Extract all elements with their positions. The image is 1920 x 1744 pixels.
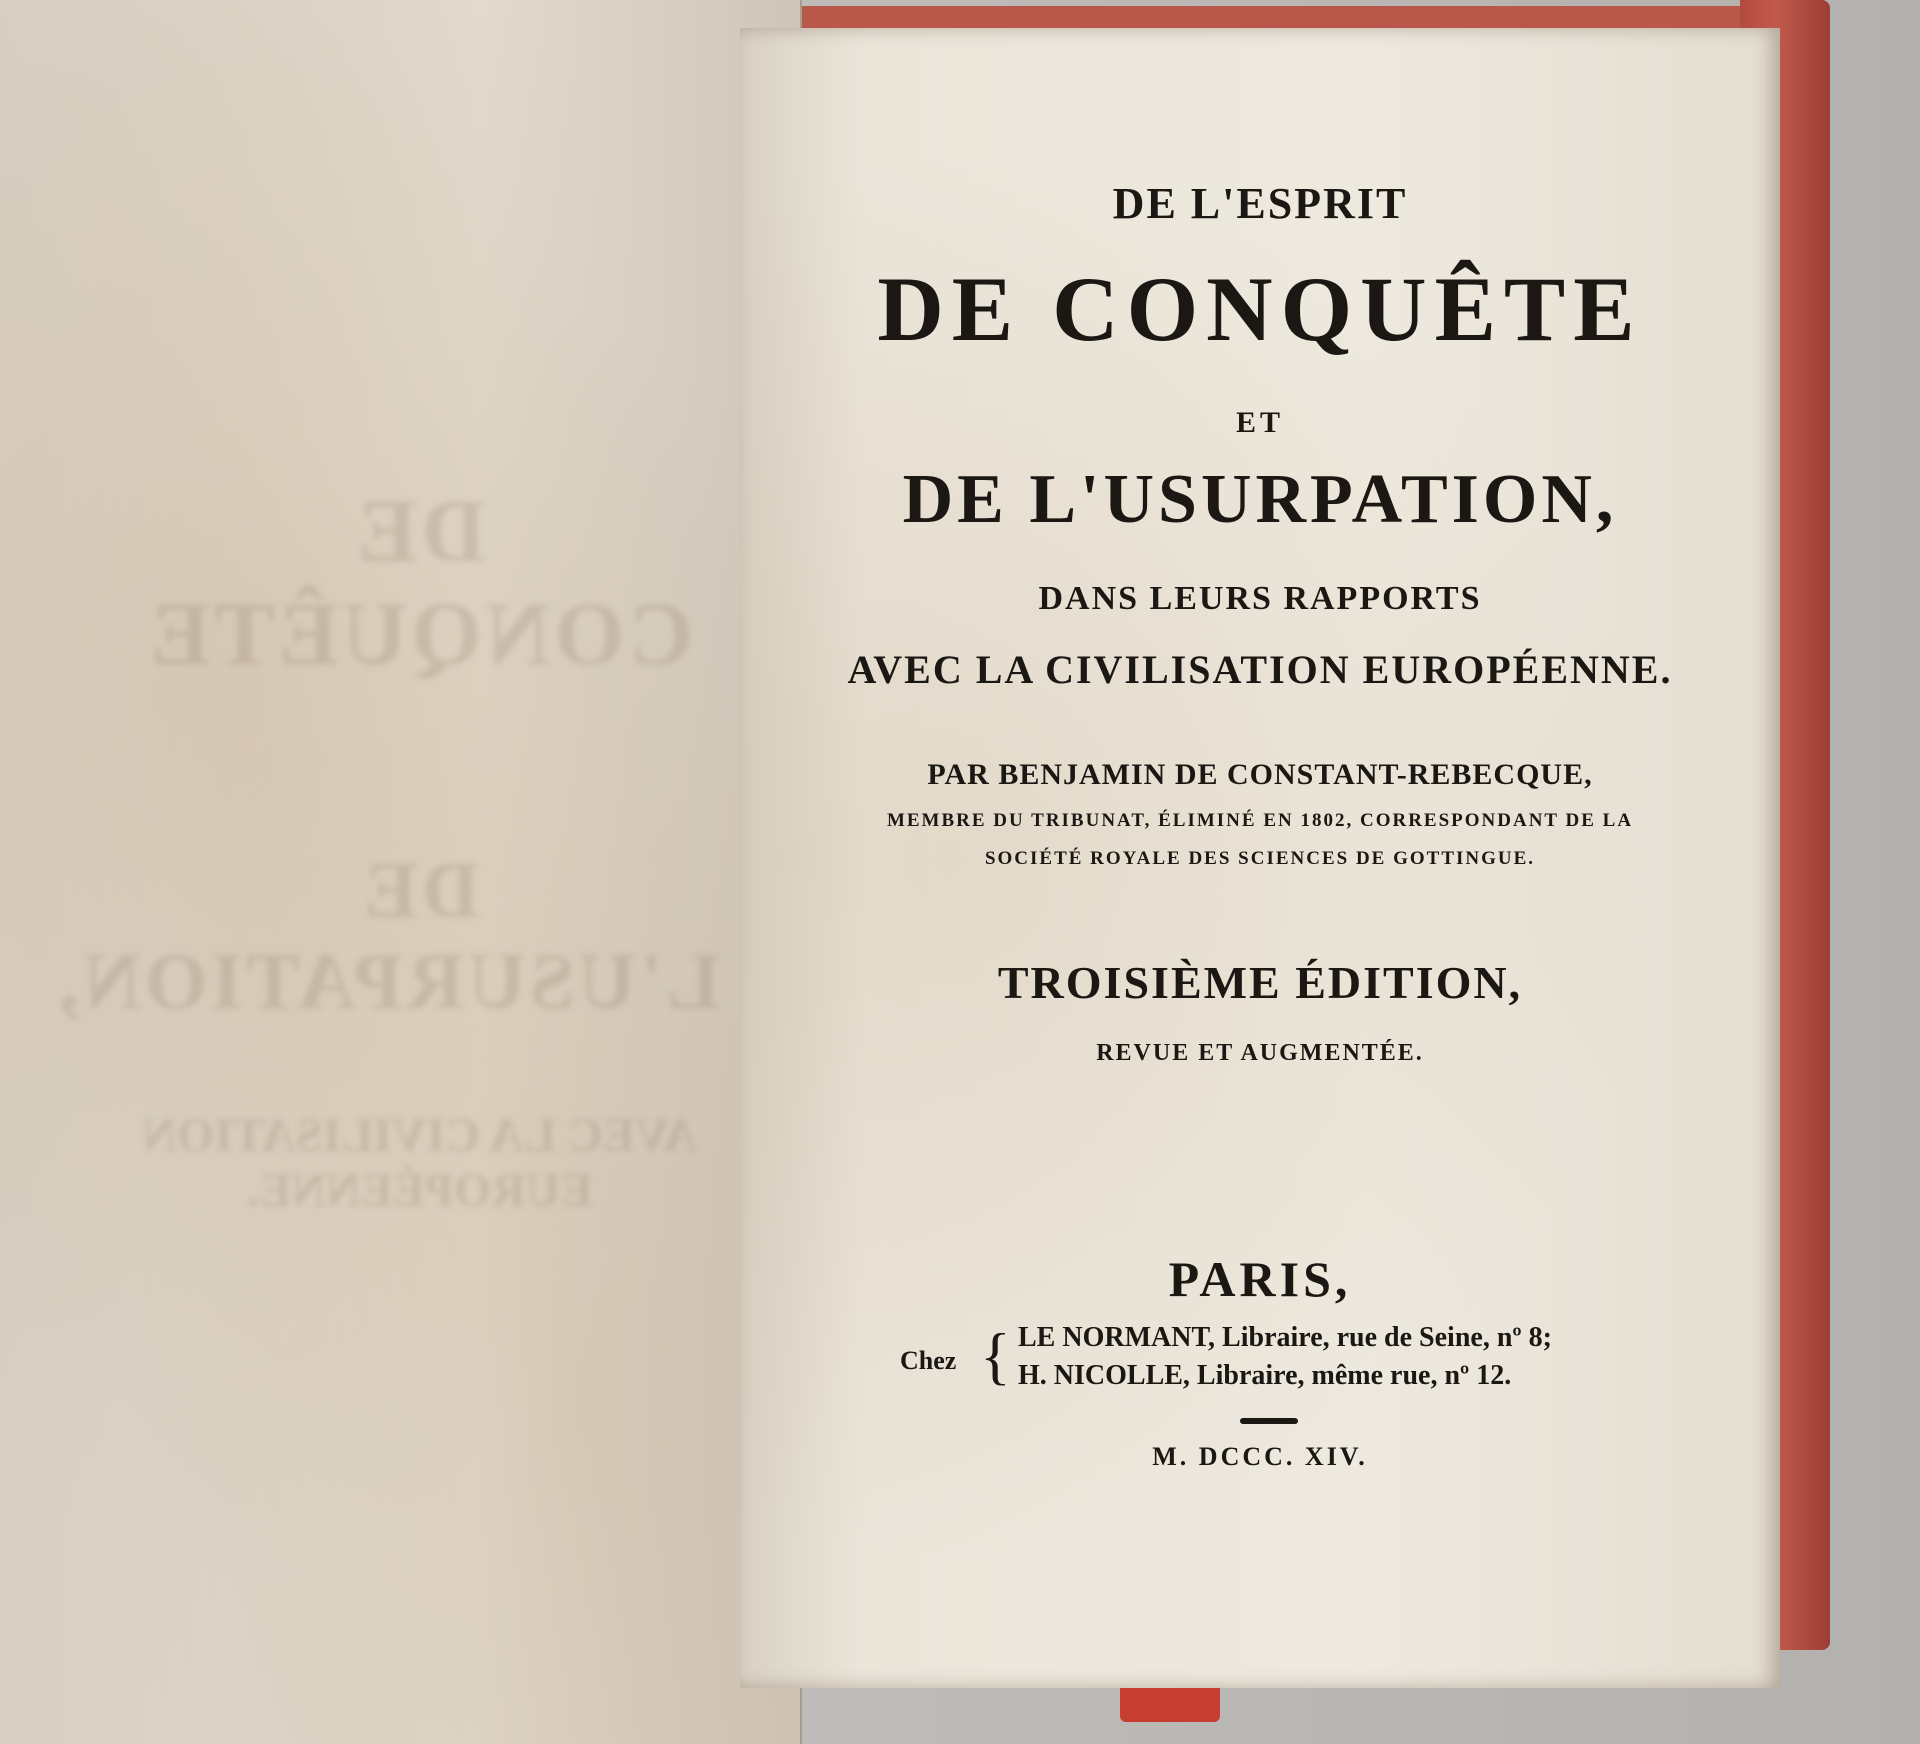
title-line-et: ET (1235, 406, 1285, 439)
publisher-line2: H. NICOLLE, Libraire, même rue, nº 12. (1018, 1360, 1512, 1391)
author-description-line2: SOCIÉTÉ ROYALE DES SCIENCES DE GOTTINGUE. (984, 848, 1536, 869)
imprint-date: M. DCCC. XIV. (1152, 1442, 1368, 1471)
edition-note: REVUE ET AUGMENTÉE. (1096, 1040, 1424, 1066)
book-cover-top-edge (730, 6, 1780, 30)
edition-label: TROISIÈME ÉDITION, (997, 957, 1523, 1008)
show-through-ghost-text (55, 380, 720, 1218)
title-page (740, 28, 1780, 1688)
author-description-line1: MEMBRE DU TRIBUNAT, ÉLIMINÉ EN 1802, CORRESPONDANT DE LA (886, 810, 1634, 831)
title-block (740, 28, 1780, 1688)
imprint-publishers (900, 1320, 1620, 1400)
imprint-brace: { (980, 1320, 1011, 1391)
title-line-conquete: DE CONQUÊTE (877, 258, 1643, 360)
imprint-city: PARIS, (1168, 1251, 1352, 1307)
author-name: PAR BENJAMIN DE CONSTANT-REBECQUE, (927, 758, 1593, 791)
subtitle-line2: AVEC LA CIVILISATION EUROPÉENNE. (847, 647, 1673, 692)
title-line-usurpation: DE L'USURPATION, (902, 461, 1618, 538)
left-page (0, 0, 802, 1744)
title-line-esprit: DE L'ESPRIT (1112, 179, 1408, 228)
ghost-title: DE CONQUÊTE (146, 482, 694, 684)
decorative-rule (1240, 1418, 1298, 1424)
ghost-subtitle: AVEC LA CIVILISATION EUROPÉENNE. (142, 1109, 698, 1217)
ghost-usurpation: DE L'USURPATION, (55, 847, 720, 1026)
imprint-chez: Chez (900, 1346, 957, 1375)
subtitle-line1: DANS LEURS RAPPORTS (1038, 580, 1482, 617)
publisher-line1: LE NORMANT, Libraire, rue de Seine, nº 8; (1018, 1322, 1552, 1353)
